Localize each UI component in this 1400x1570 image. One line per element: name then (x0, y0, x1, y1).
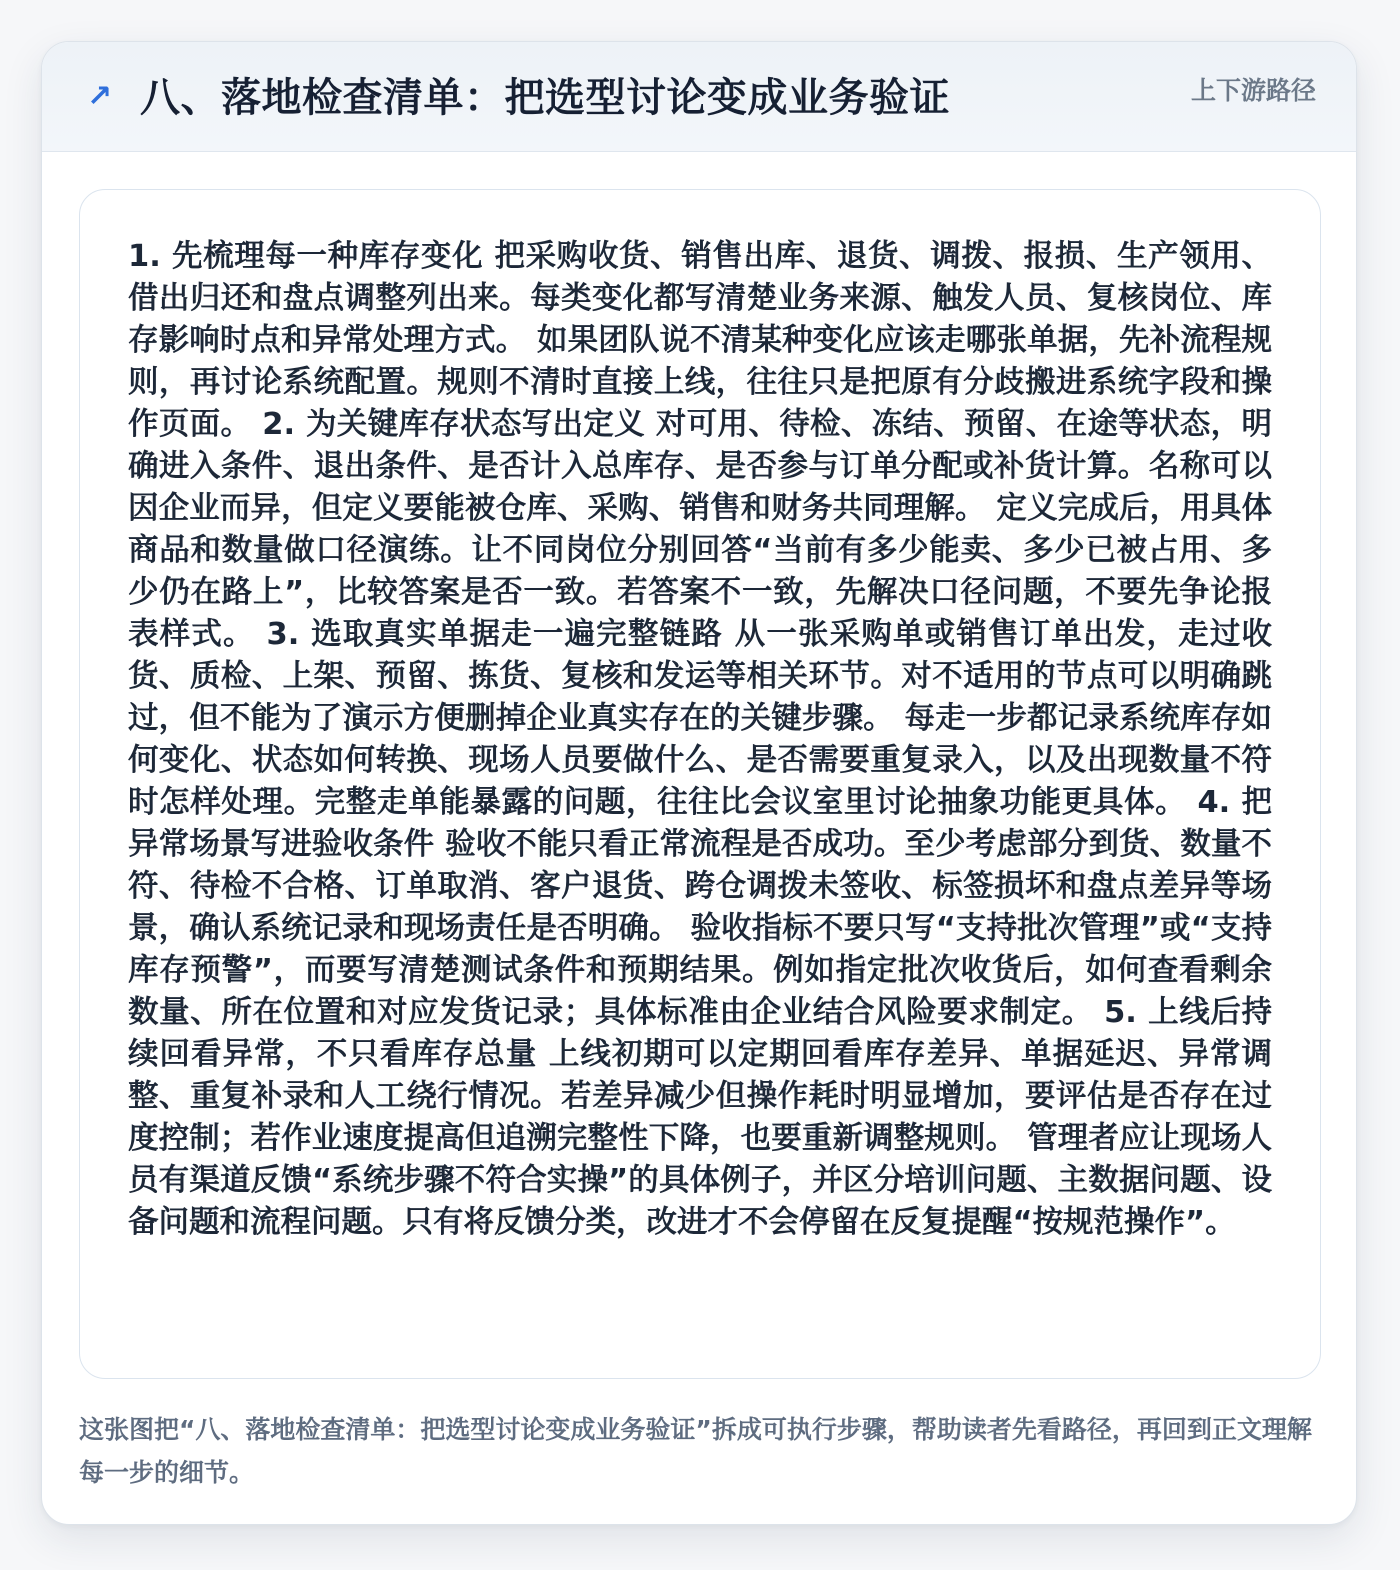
checklist-card (41, 41, 1357, 1525)
arrow-up-right-icon: ↗ (87, 79, 113, 114)
body-text: 1. 先梳理每一种库存变化 把采购收货、销售出库、退货、调拨、报损、生产领用、借出归还和盘点调整列出来。每类变化都写清楚业务来源、触发人员、复核岗位、库存影响时点和异常处理方式。 如果团队说不清某种变化应该走哪张单据，先补流程规则，再讨论系统配置。规则不清时直接上线，往往只是把原有分歧搬进系统字段和操作页面。 2. 为关键库存状态写出定义 对可用、待检、冻结、预留、在途等状态，明确进入条件、退出条件、是否计入总库存、是否参与订单分配或补货计算。名称可以因企业而异，但定义要能被仓库、采购、销售和财务共同理解。 定义完成后，用具体商品和数量做口径演练。让不同岗位分别回答“当前有多少能卖、多少已被占用、多少仍在路上”，比较答案是否一致。若答案不一致，先解决口径问题，不要先争论报表样式。 3. 选取真实单据走一遍完整链路 从一张采购单或销售订单出发，走过收货、质检、上架、预留、拣货、复核和发运等相关环节。对不适用的节点可以明确跳过，但不能为了演示方便删掉企业真实存在的关键步骤。 每走一步都记录系统库存如何变化、状态如何转换、现场人员要做什么、是否需要重复录入，以及出现数量不符时怎样处理。完整走单能暴露的问题，往往比会议室里讨论抽象功能更具体。 4. 把异常场景写进验收条件 验收不能只看正常流程是否成功。至少考虑部分到货、数量不符、待检不合格、订单取消、客户退货、跨仓调拨未签收、标签损坏和盘点差异等场景，确认系统记录和现场责任是否明确。 验收指标不要只写“支持批次管理”或“支持库存预警”，而要写清楚测试条件和预期结果。例如指定批次收货后，如何查看剩余数量、所在位置和对应发货记录；具体标准由企业结合风险要求制定。 5. 上线后持续回看异常，不只看库存总量 上线初期可以定期回看库存差异、单据延迟、异常调整、重复补录和人工绕行情况。若差异减少但操作耗时明显增加，要评估是否存在过度控制；若作业速度提高但追溯完整性下降，也要重新调整规则。 管理者应让现场人员有渠道反馈“系统步骤不符合实操”的具体例子，并区分培训问题、主数据问题、设备问题和流程问题。只有将反馈分类，改进才不会停留在反复提醒“按规范操作”。 (128, 239, 1272, 1240)
figure-caption: 这张图把“八、落地检查清单：把选型讨论变成业务验证”拆成可执行步骤，帮助读者先看路径，再回到正文理解每一步的细节。 (79, 1415, 1312, 1487)
header-tag: 上下游路径 (1190, 76, 1316, 105)
card-header (42, 42, 1356, 152)
page-title: 八、落地检查清单：把选型讨论变成业务验证 (140, 75, 950, 121)
content-panel (79, 189, 1321, 1379)
